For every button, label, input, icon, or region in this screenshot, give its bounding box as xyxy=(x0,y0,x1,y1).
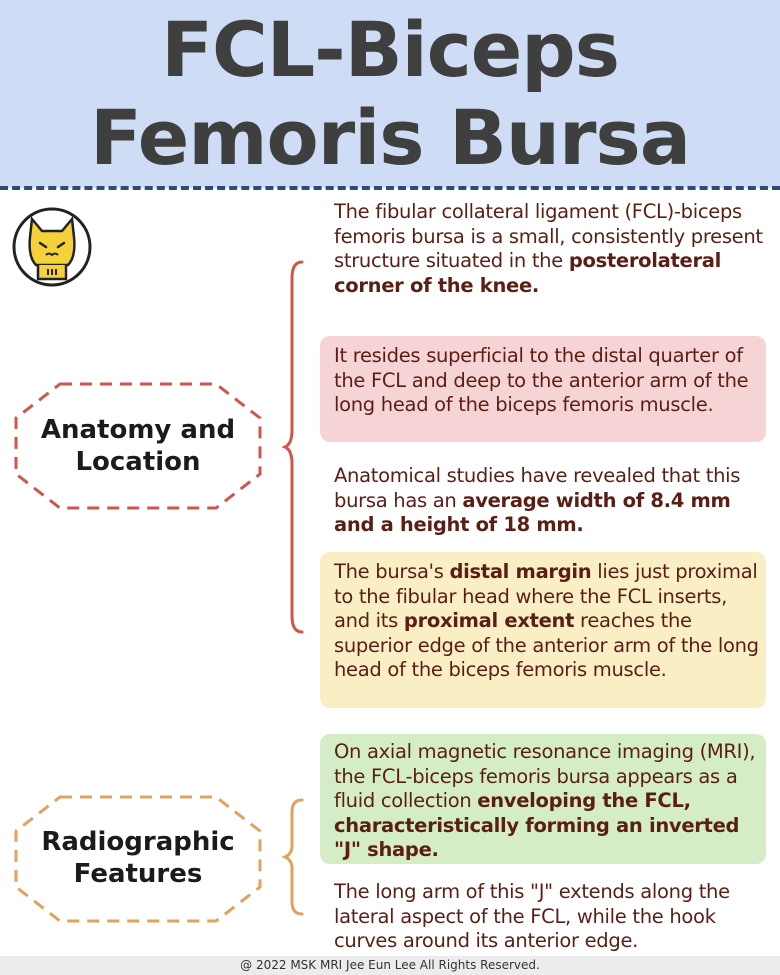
anatomy-p3-text: Anatomical studies have revealed that this bursa has an xyxy=(334,464,741,512)
anatomy-p3-bold: average width of 8.4 mm and a height of 18 mm. xyxy=(334,488,731,536)
anatomy-p1-text: The fibular collateral ligament (FCL)-biceps femoris bursa is a small, consistently present structure situated in the xyxy=(334,200,763,272)
anatomy-label-line-1: Anatomy and xyxy=(40,415,236,445)
anatomy-p1-bold: posterolateral corner of the knee. xyxy=(334,249,721,297)
radiographic-paragraph-1 xyxy=(334,740,764,863)
yellow-cat-mascot-icon xyxy=(8,207,96,287)
radiographic-p2-text: The long arm of this "J" extends along the lateral aspect of the FCL, while the hook curves around its anterior edge. xyxy=(334,880,730,952)
anatomy-label-line-2: Location xyxy=(75,447,201,477)
anatomy-label xyxy=(12,414,264,478)
radiographic-paragraph-2 xyxy=(334,880,764,954)
anatomy-paragraph-3 xyxy=(334,464,764,538)
copyright-footer: @ 2022 MSK MRI Jee Eun Lee All Rights Reserved. xyxy=(0,956,780,975)
header-banner xyxy=(0,0,780,188)
anatomy-paragraph-1 xyxy=(334,200,764,298)
anatomy-p2-text: It resides superficial to the distal quarter of the FCL and deep to the anterior arm of the long head of the biceps femoris muscle. xyxy=(334,344,749,416)
title-line-2: Femoris Bursa xyxy=(89,93,691,182)
radiographic-label-line-2: Features xyxy=(73,859,203,889)
radiographic-p1-bold: enveloping the FCL, characteristically forming an inverted "J" shape. xyxy=(334,789,740,861)
anatomy-p4-text-3: reaches the superior edge of the anterior arm of the long head of the biceps femoris muscle. xyxy=(334,609,759,681)
radiographic-p1-text: On axial magnetic resonance imaging (MRI), the FCL-biceps femoris bursa appears as a fluid collection xyxy=(334,740,756,812)
radiographic-label xyxy=(12,826,264,890)
anatomy-paragraph-4 xyxy=(334,560,764,683)
header-divider xyxy=(0,186,780,190)
radiographic-label-line-1: Radiographic xyxy=(41,827,235,857)
anatomy-p4-text-1: The bursa's xyxy=(334,560,450,583)
page-title xyxy=(0,6,780,182)
anatomy-p4-bold-2: proximal extent xyxy=(403,609,575,632)
anatomy-p4-bold-1: distal margin xyxy=(449,560,592,583)
anatomy-brace xyxy=(282,258,306,636)
radiographic-brace xyxy=(282,796,306,918)
title-line-1: FCL-Biceps xyxy=(161,5,619,94)
anatomy-paragraph-2 xyxy=(334,344,764,418)
anatomy-p4-text-2: lies just proximal to the fibular head where the FCL inserts, and its xyxy=(334,560,758,632)
